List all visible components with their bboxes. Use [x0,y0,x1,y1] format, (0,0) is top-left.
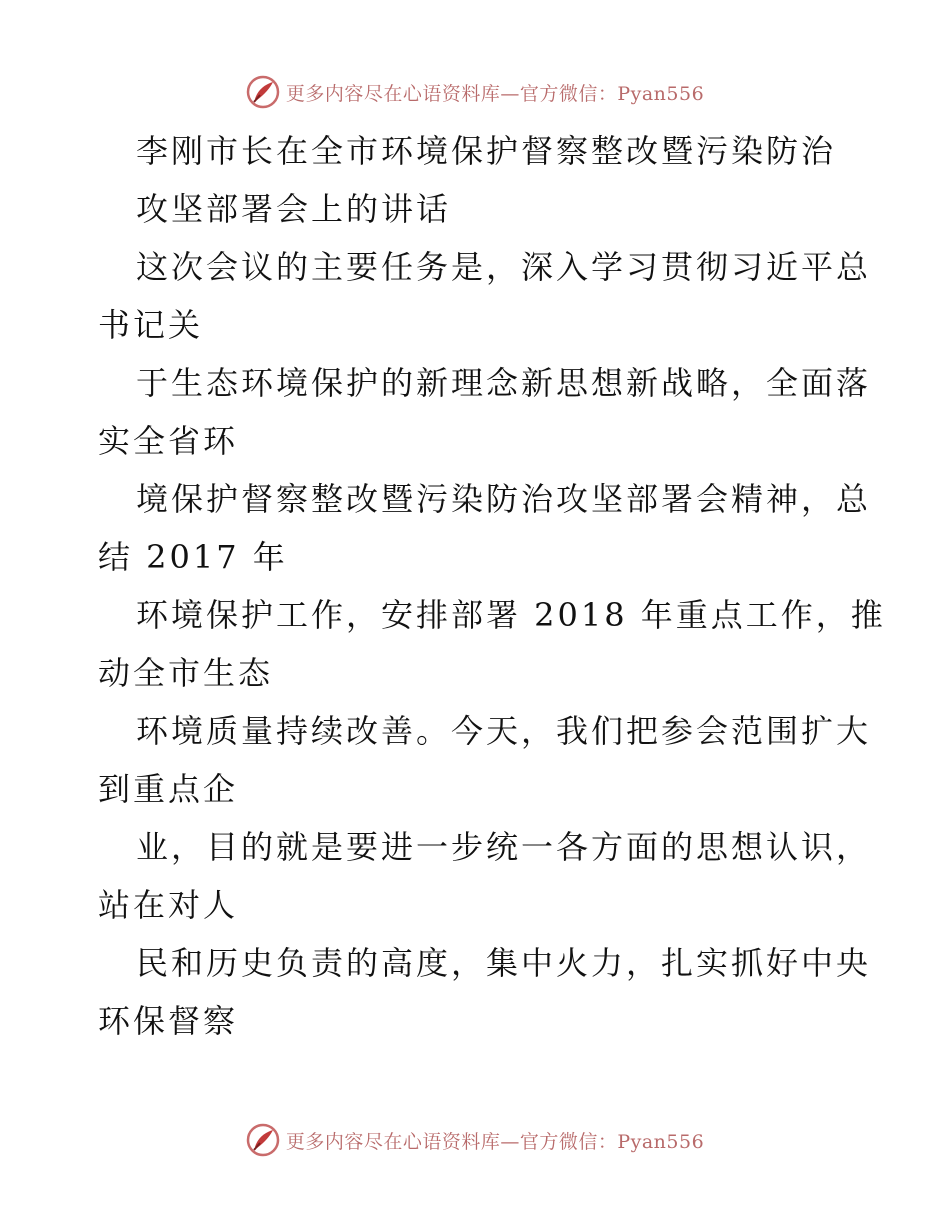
text-line: 业，目的就是要进一步统一各方面的思想认识， [136,828,872,866]
text-line: 环境质量持续改善。今天，我们把参会范围扩大 [136,712,872,750]
text-line: 民和历史负责的高度，集中火力，扎实抓好中央 [136,944,872,982]
title-line-1: 李刚市长在全市环境保护督察整改暨污染防治 [136,132,837,170]
title-line-2: 攻坚部署会上的讲话 [136,190,452,228]
document-body [98,122,886,1050]
text-line: 境保护督察整改暨污染防治攻坚部署会精神，总 [136,480,872,518]
text-line: 站在对人 [98,886,239,924]
text-line: 环保督察 [98,1002,239,1040]
text-line: 这次会议的主要任务是，深入学习贯彻习近平总 [136,248,872,286]
footer-banner [0,1120,950,1160]
text-line: 书记关 [98,306,204,344]
text-line: 实全省环 [98,422,239,460]
footer-banner-text: 更多内容尽在心语资料库—官方微信：Pyan556 [285,1130,705,1153]
header-banner-text: 更多内容尽在心语资料库—官方微信：Pyan556 [285,82,705,105]
header-banner [0,72,950,112]
text-line: 动全市生态 [98,654,274,692]
quill-logo-icon [246,1123,280,1157]
text-line: 环境保护工作，安排部署 2018 年重点工作，推 [136,596,886,634]
text-line: 结 2017 年 [98,538,288,576]
text-line: 到重点企 [98,770,239,808]
text-line: 于生态环境保护的新理念新思想新战略，全面落 [136,364,872,402]
quill-logo-icon [246,75,280,109]
